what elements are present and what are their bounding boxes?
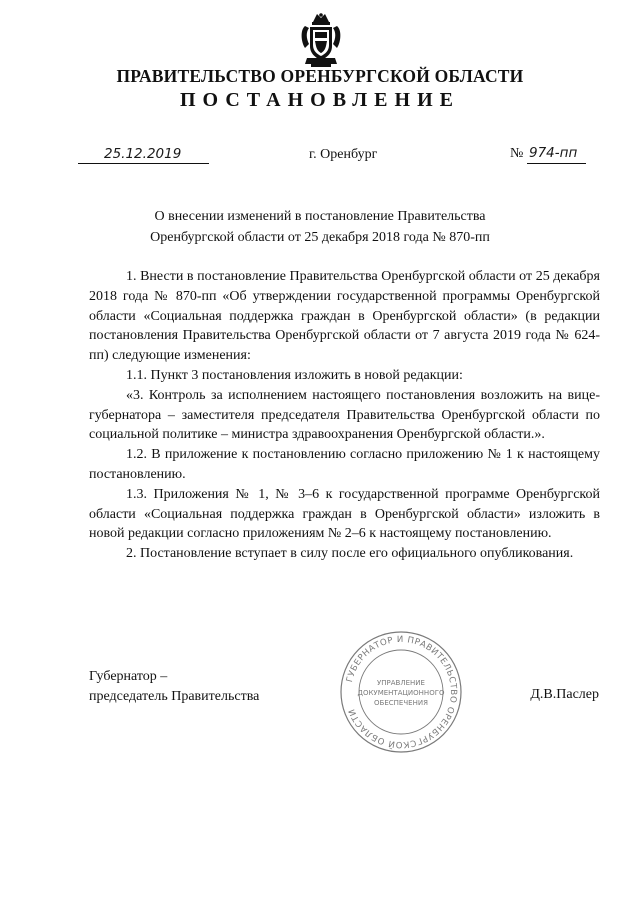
- position-line: председатель Правительства: [89, 688, 260, 704]
- subject-line: Оренбургской области от 25 декабря 2018 года № 870-пп: [150, 229, 490, 245]
- subject-line: О внесении изменений в постановление Правительства: [154, 209, 486, 224]
- city-label: г. Оренбург: [309, 147, 378, 162]
- paragraph-1: 1. Внести в постановление Правительства Оренбургской области от 25 декабря 2018 года № 870-пп «Об утверждении государственной программы Оренбургской области «Социальная поддержка граждан в Оренбургской области» (в редакции постановления Правительства Оренбургской области от 7 августа 2019 года № 624-пп) следующие изменения:: [89, 269, 600, 364]
- signatory-name: Д.В.Паслер: [530, 687, 599, 702]
- number-underline: [527, 163, 586, 164]
- stamp-seal: [339, 630, 463, 754]
- number-sign: №: [510, 146, 524, 161]
- government-title: ПРАВИТЕЛЬСТВО ОРЕНБУРГСКОЙ ОБЛАСТИ: [116, 66, 524, 86]
- svg-text:ГУБЕРНАТОР И ПРАВИТЕЛЬСТВО ОРЕ: ГУБЕРНАТОР И ПРАВИТЕЛЬСТВО ОРЕНБУРГСКОЙ ОБЛАСТИ: [345, 634, 459, 750]
- paragraph-1-2: 1.2. В приложение к постановлению согласно приложению № 1 к настоящему постановлению.: [89, 447, 600, 482]
- document-subject: [80, 207, 560, 248]
- paragraph-1-1-text: «3. Контроль за исполнением настоящего постановления возложить на вице-губернатора – заместителя председателя Правительства Оренбургской области по социальной политике – министра здравоохранения Оренбургской области.».: [89, 387, 600, 443]
- document-body: [89, 267, 600, 564]
- svg-text:ОБЕСПЕЧЕНИЯ: ОБЕСПЕЧЕНИЯ: [374, 699, 428, 707]
- signatory-position: [89, 667, 259, 707]
- paragraph-1-1: 1.1. Пункт 3 постановления изложить в новой редакции:: [126, 367, 463, 383]
- paragraph-2: 2. Постановление вступает в силу после его официального опубликования.: [126, 546, 574, 562]
- position-line: Губернатор –: [89, 669, 168, 684]
- document-number: 974-пп: [529, 145, 578, 161]
- svg-text:ДОКУМЕНТАЦИОННОГО: ДОКУМЕНТАЦИОННОГО: [357, 689, 445, 697]
- date-field: [78, 146, 209, 166]
- document-number-field: [510, 144, 586, 166]
- emblem-icon: [299, 12, 343, 68]
- document-type: ПОСТАНОВЛЕНИЕ: [180, 89, 460, 111]
- paragraph-1-3: 1.3. Приложения № 1, № 3–6 к государственной программе Оренбургской области «Социальная поддержка граждан в Оренбургской области» изложить в новой редакции согласно приложениям № 2–6 к настоящему постановлению.: [89, 486, 600, 542]
- date-value: 25.12.2019: [104, 146, 182, 162]
- date-underline: [78, 163, 209, 164]
- svg-text:УПРАВЛЕНИЕ: УПРАВЛЕНИЕ: [377, 679, 425, 687]
